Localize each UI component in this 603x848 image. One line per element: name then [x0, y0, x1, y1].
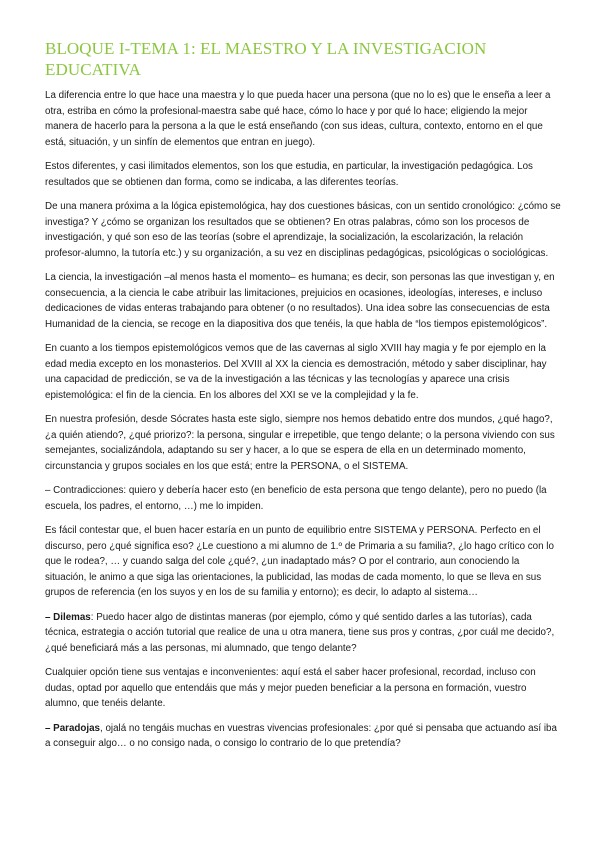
dilemas-lead: – Dilemas [45, 611, 91, 623]
paragraph-3: De una manera próxima a la lógica epistemológica, hay dos cuestiones básicas, con un sentido cronológico: ¿cómo se investiga? Y ¿cómo se organizan los resultados que se obtienen? En otras palabras, cómo son los procesos de investigación, y qué son eso de las teorías (sobre el aprendizaje, la socialización, la escolarización, la relación profesor-alumno, la tutoría etc.) y su organización, a su vez en disciplinas pedagógicas, psicológicas o sociológicas. [45, 201, 561, 259]
paragraph-dilemas [45, 610, 563, 657]
paradojas-text: , ojalá no tengáis muchas en vuestras vivencias profesionales: ¿por qué si pensaba que actuando así iba a conseguir algo… o no consigo nada, o consigo lo contrario de lo que pretendía? [45, 722, 557, 749]
paragraph-10: Cualquier opción tiene sus ventajas e inconvenientes: aquí está el saber hacer profesional, recordad, incluso con dudas, optad por aquello que entendáis que más y mejor pueden beneficiar a la persona en formación, vuestro alumno, que tenéis delante. [45, 667, 536, 709]
paragraph-4: La ciencia, la investigación –al menos hasta el momento– es humana; es decir, son personas las que investigan y, en consecuencia, a la ciencia le cabe atribuir las limitaciones, prejuicios en ocasiones, ideologías, intereses, e incluso dedicaciones de vidas enteras trabajando para obtener (o no resultados). Una idea sobre las consecuencias de esta Humanidad de la ciencia, se recoge en la diapositiva dos que tenéis, la que habla de “los tiempos epistemológicos”. [45, 272, 555, 330]
paragraph-2: Estos diferentes, y casi ilimitados elementos, son los que estudia, en particular, la investigación pedagógica. Los resultados que se obtienen dan forma, como se indicaba, a las diferentes teorías. [45, 161, 533, 188]
paragraph-6: En nuestra profesión, desde Sócrates hasta este siglo, siempre nos hemos debatido entre dos mundos, ¿qué hago?, ¿a quién atiendo?, ¿qué priorizo?: la persona, singular e irrepetible, que tengo delante; o la persona viviendo con sus semejantes, socializándola, adaptando su ser y hacer, a lo que se espera de ella en un determinado momento, circunstancia y grupos sociales en los que está; entre la PERSONA, o el SISTEMA. [45, 414, 555, 472]
dilemas-text: : Puedo hacer algo de distintas maneras (por ejemplo, cómo y qué sentido darles a las tutorías), cada técnica, estrategia o acción tutorial que realice de una u otra manera, tiene sus pros y contras, ¿por cuál me decido?, ¿qué beneficiará más a las personas, mi alumnado, que tengo delante? [45, 611, 555, 654]
paragraph-paradojas [45, 721, 563, 752]
paragraph-1: La diferencia entre lo que hace una maestra y lo que pueda hacer una persona (que no lo es) que le enseña a leer a otra, estriba en cómo la profesional-maestra sabe qué hace, cómo lo hace y por qué lo hace; eligiendo la mejor manera de hacerlo para la persona a la que le está enseñando (con sus ideas, cultura, contexto, entorno en el que está, situación, y un sinfín de elementos que entran en juego). [45, 90, 551, 148]
document-title: BLOQUE I-TEMA 1: EL MAESTRO Y LA INVESTIGACION EDUCATIVA [45, 39, 487, 79]
paragraph-5: En cuanto a los tiempos epistemológicos vemos que de las cavernas al siglo XVIII hay magia y fe por ejemplo en la edad media excepto en los monasterios. Del XVIII al XX la ciencia es demostración, método y saber disciplinar, hay una capacidad de predicción, se va de la investigación a las técnicas y las tecnologías y aparece una crisis epistemológica: el fin de la ciencia. En los albores del XXI se ve la complejidad y la fe. [45, 343, 547, 401]
paragraph-8: Es fácil contestar que, el buen hacer estaría en un punto de equilibrio entre SISTEMA y PERSONA. Perfecto en el discurso, pero ¿qué significa eso? ¿Le cuestiono a mi alumno de 1.º de Primaria a su familia?, ¿lo hago crítico con lo que le rodea?, … y cuando salga del cole ¿qué?, ¿un inadaptado más? O por el contrario, aun conociendo la situación, le animo a que siga las orientaciones, la publicidad, las modas de cada momento, lo que se lleva en sus grupos de referencia (en los suyos y en los de su familia y entorno); es decir, lo adapto al sistema… [45, 525, 554, 598]
paragraph-contradicciones: – Contradicciones: quiero y debería hacer esto (en beneficio de esta persona que tengo delante), pero no puedo (la escuela, los padres, el entorno, …) me lo impiden. [45, 485, 547, 512]
paradojas-lead: – Paradojas [45, 722, 101, 734]
